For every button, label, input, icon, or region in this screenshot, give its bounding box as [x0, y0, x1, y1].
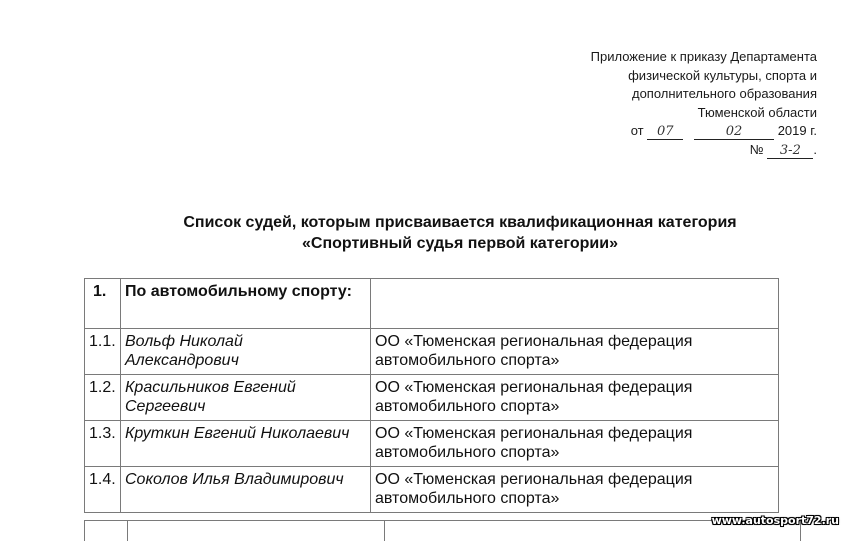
judge-name — [121, 467, 371, 513]
judge-name-line-1: Вольф Николай — [125, 333, 243, 350]
site-watermark: www.autosport72.ru — [711, 514, 839, 527]
table-row — [85, 375, 779, 421]
judge-organization — [371, 467, 779, 513]
judge-name — [121, 375, 371, 421]
judge-name-line-1: Соколов Илья Владимирович — [125, 471, 344, 488]
section-number: 1. — [85, 279, 121, 329]
row-number: 1.1. — [85, 329, 121, 375]
order-number: 3-2 — [767, 144, 813, 159]
section-row — [85, 279, 779, 329]
org-line-1: ОО «Тюменская региональная федерация — [375, 471, 693, 488]
number-prefix: № — [749, 141, 764, 157]
document-title — [0, 212, 845, 254]
row-number: 1.3. — [85, 421, 121, 467]
org-line-2: автомобильного спорта» — [375, 352, 560, 369]
section-label: По автомобильному спорту: — [121, 279, 371, 329]
org-line-1: ОО «Тюменская региональная федерация — [375, 379, 693, 396]
judge-organization — [371, 421, 779, 467]
table-row — [85, 421, 779, 467]
date-month: 02 — [694, 125, 774, 140]
date-year: 2019 г. — [777, 123, 817, 138]
cell-border — [84, 521, 85, 541]
cell-border — [127, 521, 128, 541]
judge-name-line-2: Сергеевич — [125, 398, 206, 415]
org-line-2: автомобильного спорта» — [375, 444, 560, 461]
header-line-4: Тюменской области — [697, 104, 817, 120]
row-number: 1.4. — [85, 467, 121, 513]
table-row — [85, 329, 779, 375]
section-org-empty — [371, 279, 779, 329]
header-number-line: № 3-2 . — [749, 141, 817, 158]
header-line-2: физической культуры, спорта и — [628, 67, 817, 83]
header-date-line — [591, 122, 817, 141]
header-line-1: Приложение к приказу Департамента — [590, 49, 817, 64]
org-line-2: автомобильного спорта» — [375, 398, 560, 415]
date-prefix: от — [630, 123, 644, 138]
table-row — [85, 467, 779, 513]
title-line-2: «Спортивный судья первой категории» — [302, 235, 618, 252]
date-day: 07 — [647, 125, 683, 140]
judges-table — [84, 278, 779, 513]
judge-name-line-1: Красильников Евгений — [125, 379, 296, 396]
judge-name-line-1: Круткин Евгений Николаевич — [125, 425, 350, 442]
cell-border — [384, 521, 385, 541]
judge-organization — [371, 329, 779, 375]
judge-name — [121, 329, 371, 375]
judge-organization — [371, 375, 779, 421]
org-line-1: ОО «Тюменская региональная федерация — [375, 425, 693, 442]
org-line-1: ОО «Тюменская региональная федерация — [375, 333, 693, 350]
title-line-1: Список судей, которым присваивается квалификационная категория — [183, 214, 737, 231]
org-line-2: автомобильного спорта» — [375, 490, 560, 507]
row-number: 1.2. — [85, 375, 121, 421]
order-appendix-header — [591, 48, 817, 159]
header-line-3: дополнительного образования — [631, 86, 817, 101]
judge-name-line-2: Александрович — [125, 352, 239, 369]
judge-name — [121, 421, 371, 467]
